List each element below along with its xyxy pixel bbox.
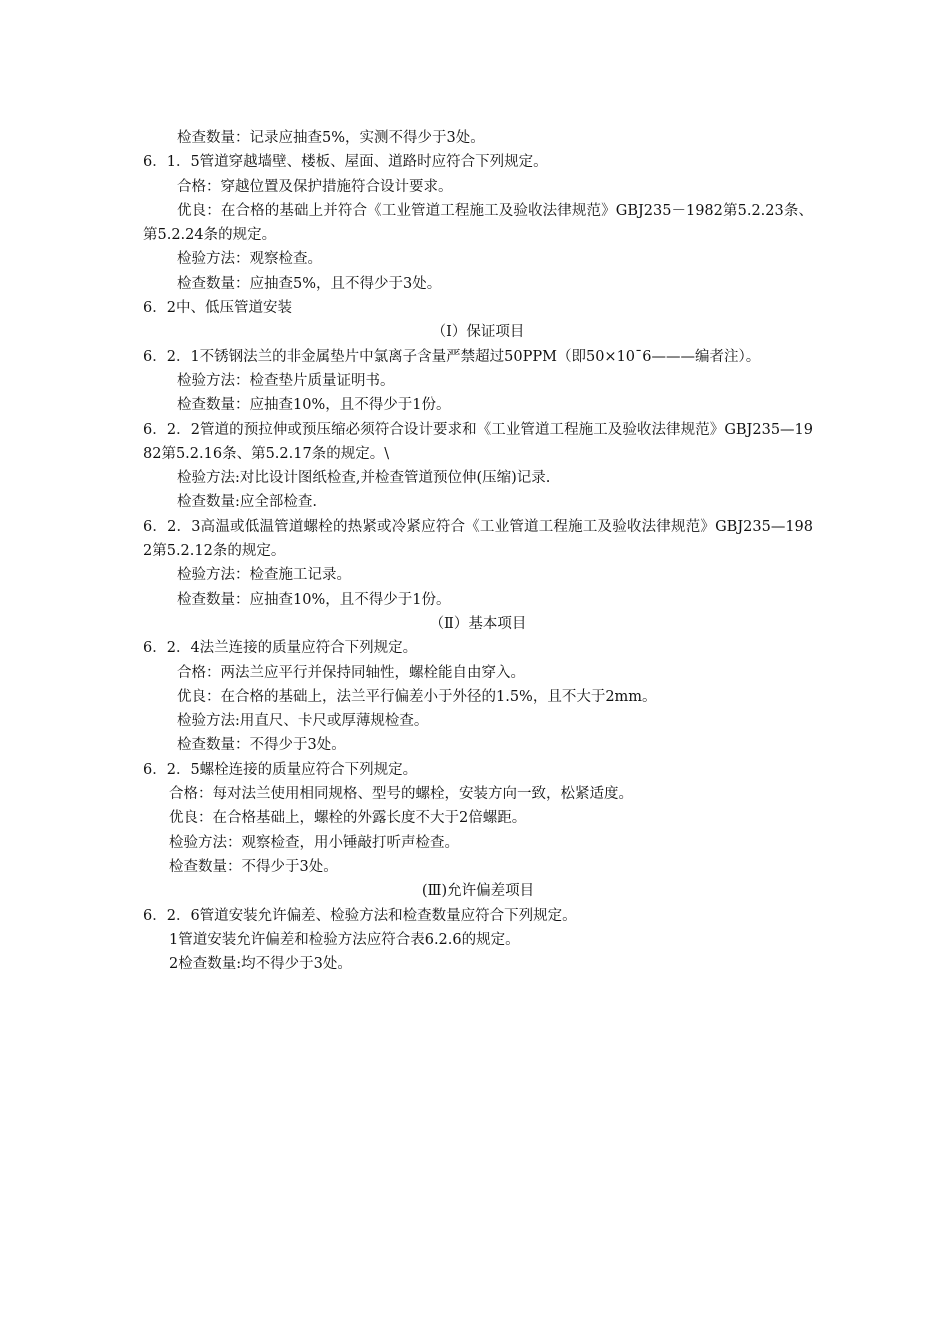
paragraph-qualified-6-2-5: 合格：每对法兰使用相同规格、型号的螺栓，安装方向一致，松紧适度。 <box>169 786 633 803</box>
section-6-2-title: 6．2中、低压管道安装 <box>143 300 292 317</box>
paragraph-qualified-6-1-5: 合格：穿越位置及保护措施符合设计要求。 <box>177 178 453 195</box>
paragraph-inspection-method-6-2-4: 检验方法:用直尺、卡尺或厚薄规检查。 <box>177 713 429 730</box>
paragraph-excellent-6-2-4: 优良：在合格的基础上，法兰平行偏差小于外径的1.5%，且不大于2mm。 <box>177 688 657 705</box>
clause-6-2-6: 6．2．6管道安装允许偏差、检验方法和检查数量应符合下列规定。 <box>143 907 577 924</box>
subsection-guarantee-items: （Ⅰ）保证项目 <box>431 324 525 341</box>
paragraph-inspection-method-6-2-1: 检验方法：检查垫片质量证明书。 <box>177 372 395 389</box>
paragraph-inspection-quantity-6-2-1: 检查数量：应抽查10%，且不得少于1份。 <box>177 397 451 414</box>
paragraph-excellent-6-2-5: 优良：在合格基础上，螺栓的外露长度不大于2倍螺距。 <box>169 810 527 827</box>
paragraph-6-2-6-item-2: 2检查数量:均不得少于3处。 <box>169 956 352 973</box>
paragraph-inspection-quantity-6-2-5: 检查数量：不得少于3处。 <box>169 858 338 875</box>
document-body <box>143 126 813 976</box>
clause-6-2-1: 6．2．1不锈钢法兰的非金属垫片中氯离子含量严禁超过50PPM（即50×10ˉ6———编者注）。 <box>143 348 761 365</box>
clause-6-1-5: 6．1．5管道穿越墙壁、楼板、屋面、道路时应符合下列规定。 <box>143 154 548 171</box>
paragraph-inspection-method-6-2-2: 检验方法:对比设计图纸检查,并检查管道预位伸(压缩)记录. <box>177 470 551 487</box>
subsection-basic-items: （Ⅱ）基本项目 <box>429 615 527 632</box>
paragraph-inspection-quantity-6-2-3: 检查数量：应抽查10%，且不得少于1份。 <box>177 591 451 608</box>
paragraph-excellent-6-1-5: 优良：在合格的基础上并符合《工业管道工程施工及验收法律规范》GBJ235－1982第5.2.23条、第5.2.24条的规定。 <box>143 202 813 244</box>
clause-6-2-5: 6．2．5螺栓连接的质量应符合下列规定。 <box>143 761 418 778</box>
clause-6-2-2: 6．2．2管道的预拉伸或预压缩必须符合设计要求和《工业管道工程施工及验收法律规范》GBJ235—1982第5.2.16条、第5.2.17条的规定。\ <box>143 421 813 462</box>
paragraph-inspection-quantity-6-2-2: 检查数量:应全部检查. <box>177 494 317 511</box>
subsection-allowed-deviation-items: (Ⅲ)允许偏差项目 <box>421 883 535 900</box>
paragraph-inspection-quantity-1: 检查数量：记录应抽查5%，实测不得少于3处。 <box>177 130 485 146</box>
clause-6-2-4: 6．2．4法兰连接的质量应符合下列规定。 <box>143 640 418 657</box>
paragraph-inspection-method-6-2-5: 检验方法：观察检查，用小锤敲打听声检查。 <box>169 834 459 851</box>
paragraph-inspection-method-6-1-5: 检验方法：观察检查。 <box>177 251 322 268</box>
paragraph-inspection-quantity-6-2-4: 检查数量：不得少于3处。 <box>177 737 346 754</box>
paragraph-qualified-6-2-4: 合格：两法兰应平行并保持同轴性，螺栓能自由穿入。 <box>177 664 525 681</box>
paragraph-inspection-method-6-2-3: 检验方法：检查施工记录。 <box>177 567 351 584</box>
clause-6-2-3: 6．2．3高温或低温管道螺栓的热紧或冷紧应符合《工业管道工程施工及验收法律规范》GBJ235—1982第5.2.12条的规定。 <box>143 518 813 560</box>
paragraph-inspection-quantity-6-1-5: 检查数量：应抽查5%，且不得少于3处。 <box>177 275 442 292</box>
paragraph-6-2-6-item-1: 1管道安装允许偏差和检验方法应符合表6.2.6的规定。 <box>169 931 520 948</box>
